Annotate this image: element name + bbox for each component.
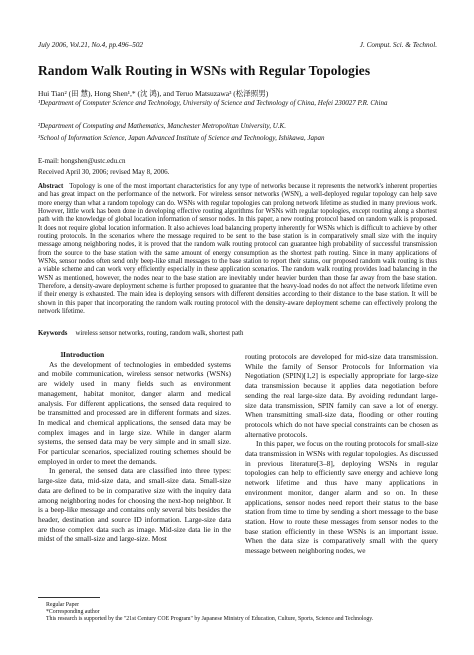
paragraph: In general, the sensed data are classified into three types: large-size data, mid-size data, and small-size data. Small-size data are defined to be in comparative size with the inquiry data among neighboring nodes for choosing the next-hop neighbor. It is a beep-like message and contains only several bits besides the header, destination and source ID information. Large-size data are those complex data such as image. Mid-size data lie in the midst of the small-size and large-size. Most <box>38 466 231 544</box>
abstract-label: Abstract <box>38 183 64 190</box>
keywords-text: wireless sensor networks, routing, random walk, shortest path <box>75 330 244 337</box>
abstract <box>38 183 437 317</box>
abstract-text: Topology is one of the most important characteristics for any type of networks because it represents the network's inherent properties and has great impact on the performance of the network. For wireless sensor networks (WSN), a well-deployed regular topology can help save more energy than what a random topology can do. WSNs with regular topologies can prolong network lifetime as studied in many previous work. However, little work has been done in developing effective routing algorithms for WSNs with regular topologies, except routing along a shortest path with the knowledge of global location information of sensor nodes. In this paper, a new routing protocol based on random walk is proposed. It does not require global location information. It also achieves load balancing property inherently for WSNs which is difficult to achieve by other routing protocols. In the scenarios where the message required to be sent to the base station is in comparatively small size with the inquiry message among neighboring nodes, it is proved that the random walk routing protocol can guarantee high probability of successful transmission from the source to the base station with the same amount of energy consumption as the shortest path routing. Since in many applications of WSNs, sensor nodes often send only beep-like small messages to the base station to report their status, our proposed random walk routing is thus a viable scheme and can work very efficiently especially in these application scenarios. The random walk routing provides load balancing in the WSN as mentioned, however, the nodes near to the base station are inevitably under heavier burden than those far away from the base station. Therefore, a density-aware deployment scheme is further proposed to guarantee that the heavy-load nodes do not affect the network lifetime even if their energy is exhausted. The main idea is deploying sensors with different densities according to their distance to the base station. It will be shown in this paper that incorporating the random walk routing protocol with the density-aware deployment scheme can effectively prolong the network lifetime. <box>38 183 437 316</box>
keywords-label: Keywords <box>38 330 68 337</box>
paragraph: In this paper, we focus on the routing protocols for small-size data transmission in WSNs with regular topologies. As discussed in previous literature[3–8], deploying WSNs in regular topologies can help to efficiently save energy and achieve long network lifetime and thus have many applications in environment monitor, danger alarm and so on. In these applications, sensor nodes need report their status to the base station from time to time by sending a short message to the base station. How to route these messages from sensor nodes to the base station efficiently in these WSNs is an important issue. When the data size is comparatively small with the query message between neighboring nodes, we <box>245 439 438 556</box>
right-column <box>245 352 438 556</box>
footnote-paper-type: Regular Paper <box>46 602 79 608</box>
footnotes <box>38 602 437 624</box>
journal-name: J. Comput. Sci. & Technol. <box>359 41 437 49</box>
keywords <box>38 330 437 337</box>
affiliation-3: ³School of Information Science, Japan Advanced Institute of Science and Technology, Ishikawa, Japan <box>38 134 325 142</box>
paragraph: routing protocols are developed for mid-size data transmission. While the family of Sensor Protocols for Information via Negotiation (SPIN)[1,2] is especially appropriate for large-size data transmission because it applies data negotiation before sending the real large-size data. By avoiding redundant large-size data transmission, SPIN family can save a lot of energy. When transmitting small-size data, flooding or other routing protocols which do not have special constraints can be chosen as alternative protocols. <box>245 352 438 439</box>
left-column <box>38 350 231 544</box>
author-list: Hui Tian² (田 慧), Hong Shen¹,* (沈 鸿), and Teruo Matsuzawa³ (松泽照男) <box>38 89 269 98</box>
paragraph: As the development of technologies in embedded systems and mobile communication, wireless sensor networks (WSNs) are widely used in many fields such as environment management, habitat monitor, danger alarm and medical analysis. For different applications, the sensed data required to be transmitted and processed are in different formats and sizes. In medical and chemical applications, the sensed data may be complex images and in large size. While in danger alarm systems, the sensed data may be very simple and in small size. For particular scenarios, specialized routing schemes should be employed in order to meet the demands. <box>38 359 231 466</box>
contact-email: E-mail: hongshen@ustc.edu.cn <box>38 157 126 165</box>
section-number: 1 <box>60 350 64 359</box>
footnote-corresponding: *Corresponding author <box>46 609 100 616</box>
running-head <box>38 41 437 49</box>
section-title: Introduction <box>63 350 105 359</box>
paper-page <box>38 0 437 655</box>
footnote-funding: This research is supported by the "21st Century COE Program" by Japanese Ministry of Education, Culture, Sports, Science and Technology. <box>46 616 374 623</box>
affiliation-2: ²Department of Computing and Mathematics, Manchester Metropolitan University, U.K. <box>38 122 286 130</box>
received-dates: Received April 30, 2006; revised May 8, 2006. <box>38 168 170 176</box>
paper-title: Random Walk Routing in WSNs with Regular Topologies <box>38 63 371 78</box>
journal-issue: July 2006, Vol.21, No.4, pp.496–502 <box>38 41 144 49</box>
section-heading <box>38 350 231 360</box>
footnote-divider <box>38 597 100 598</box>
affiliation-1: ¹Department of Computer Science and Technology, University of Science and Technology of China, Hefei 230027 P.R. China <box>38 99 388 107</box>
